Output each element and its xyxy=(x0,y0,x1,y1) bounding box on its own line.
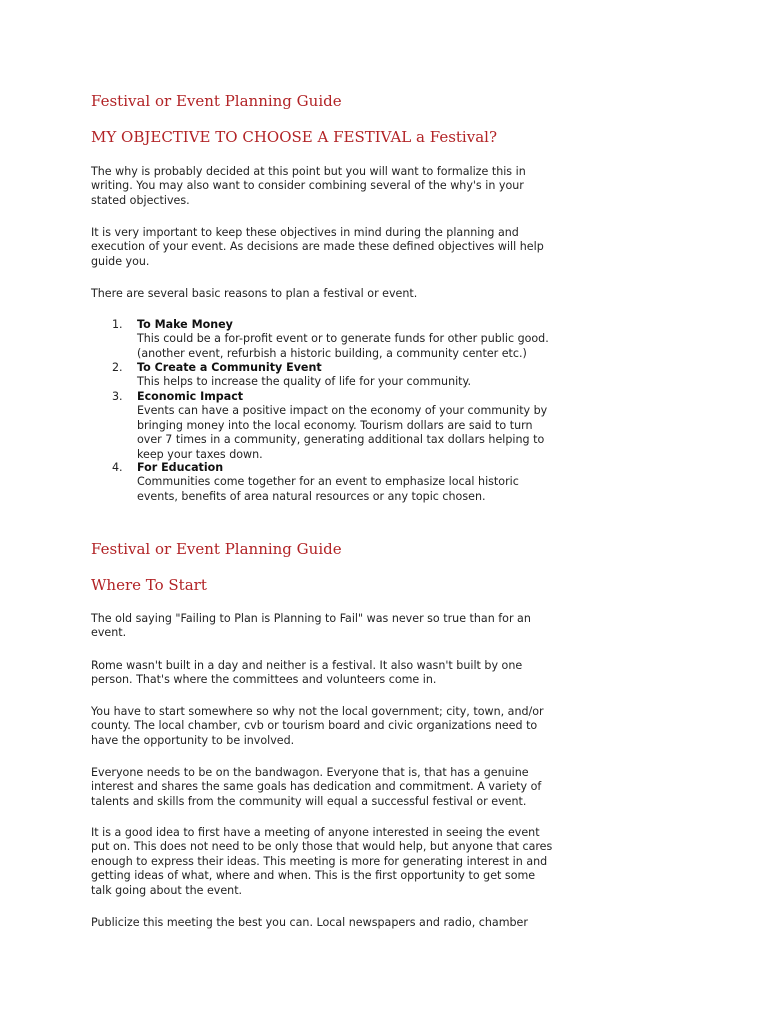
text-line: execution of your event. As decisions are made these defined objectives will help xyxy=(91,240,544,254)
list-number: 2. xyxy=(112,361,123,374)
text-line: Rome wasn't built in a day and neither is a festival. It also wasn't built by one xyxy=(91,659,523,672)
text-line: talk going about the event. xyxy=(91,883,243,897)
objective-paragraph-3 xyxy=(91,287,561,301)
list-number: 1. xyxy=(112,318,123,331)
text-line: Communities come together for an event to emphasize local historic xyxy=(137,475,519,489)
text-line: Publicize this meeting the best you can. Local newspapers and radio, chamber xyxy=(91,916,528,929)
text-line: Events can have a positive impact on the economy of your community by xyxy=(137,404,548,418)
text-line: keep your taxes down. xyxy=(137,447,263,461)
text-line: person. That's where the committees and volunteers come in. xyxy=(91,673,437,687)
text-line: stated objectives. xyxy=(91,193,190,207)
text-line: (another event, refurbish a historic building, a community center etc.) xyxy=(137,346,527,360)
list-number: 4. xyxy=(112,461,123,474)
start-paragraph-1 xyxy=(91,612,561,641)
start-paragraph-5 xyxy=(91,826,561,898)
list-number: 3. xyxy=(112,390,123,403)
section1-heading: Festival or Event Planning Guide xyxy=(91,92,342,110)
text-line: event. xyxy=(91,626,127,640)
text-line: guide you. xyxy=(91,254,150,268)
text-line: county. The local chamber, cvb or tourism board and civic organizations need to xyxy=(91,719,538,733)
text-line: You have to start somewhere so why not the local government; city, town, and/or xyxy=(91,705,544,718)
text-line: The why is probably decided at this point but you will want to formalize this in xyxy=(91,165,526,178)
text-line: over 7 times in a community, generating additional tax dollars helping to xyxy=(137,433,545,447)
text-line: This could be a for-profit event or to generate funds for other public good. xyxy=(137,332,549,346)
text-line: This helps to increase the quality of life for your community. xyxy=(137,375,472,389)
start-paragraph-2 xyxy=(91,659,561,688)
list-item-title: To Make Money xyxy=(137,318,233,331)
start-paragraph-4 xyxy=(91,766,561,809)
text-line: events, benefits of area natural resources or any topic chosen. xyxy=(137,489,486,503)
objective-heading: MY OBJECTIVE TO CHOOSE A FESTIVAL a Festival? xyxy=(91,128,497,146)
text-line: getting ideas of what, where and when. This is the first opportunity to get some xyxy=(91,869,536,883)
where-to-start-heading: Where To Start xyxy=(91,576,207,594)
list-item-title: To Create a Community Event xyxy=(137,361,322,374)
text-line: There are several basic reasons to plan a festival or event. xyxy=(91,287,418,300)
text-line: It is a good idea to first have a meeting of anyone interested in seeing the event xyxy=(91,826,540,839)
text-line: enough to express their ideas. This meeting is more for generating interest in and xyxy=(91,854,548,868)
start-paragraph-6 xyxy=(91,916,561,930)
text-line: interest and shares the same goals has dedication and commitment. A variety of xyxy=(91,780,542,794)
objective-paragraph-1 xyxy=(91,165,561,208)
text-line: writing. You may also want to consider combining several of the why's in your xyxy=(91,179,524,193)
text-line: bringing money into the local economy. Tourism dollars are said to turn xyxy=(137,418,533,432)
list-item-title: For Education xyxy=(137,461,224,474)
text-line: put on. This does not need to be only those that would help, but anyone that cares xyxy=(91,840,553,854)
list-item-title: Economic Impact xyxy=(137,390,244,403)
objective-paragraph-2 xyxy=(91,226,561,269)
section2-heading: Festival or Event Planning Guide xyxy=(91,540,342,558)
text-line: Everyone needs to be on the bandwagon. Everyone that is, that has a genuine xyxy=(91,766,529,779)
text-line: The old saying "Failing to Plan is Planning to Fail" was never so true than for an xyxy=(91,612,531,625)
start-paragraph-3 xyxy=(91,705,561,748)
text-line: It is very important to keep these objectives in mind during the planning and xyxy=(91,226,519,239)
text-line: talents and skills from the community will equal a successful festival or event. xyxy=(91,794,527,808)
text-line: have the opportunity to be involved. xyxy=(91,733,295,747)
